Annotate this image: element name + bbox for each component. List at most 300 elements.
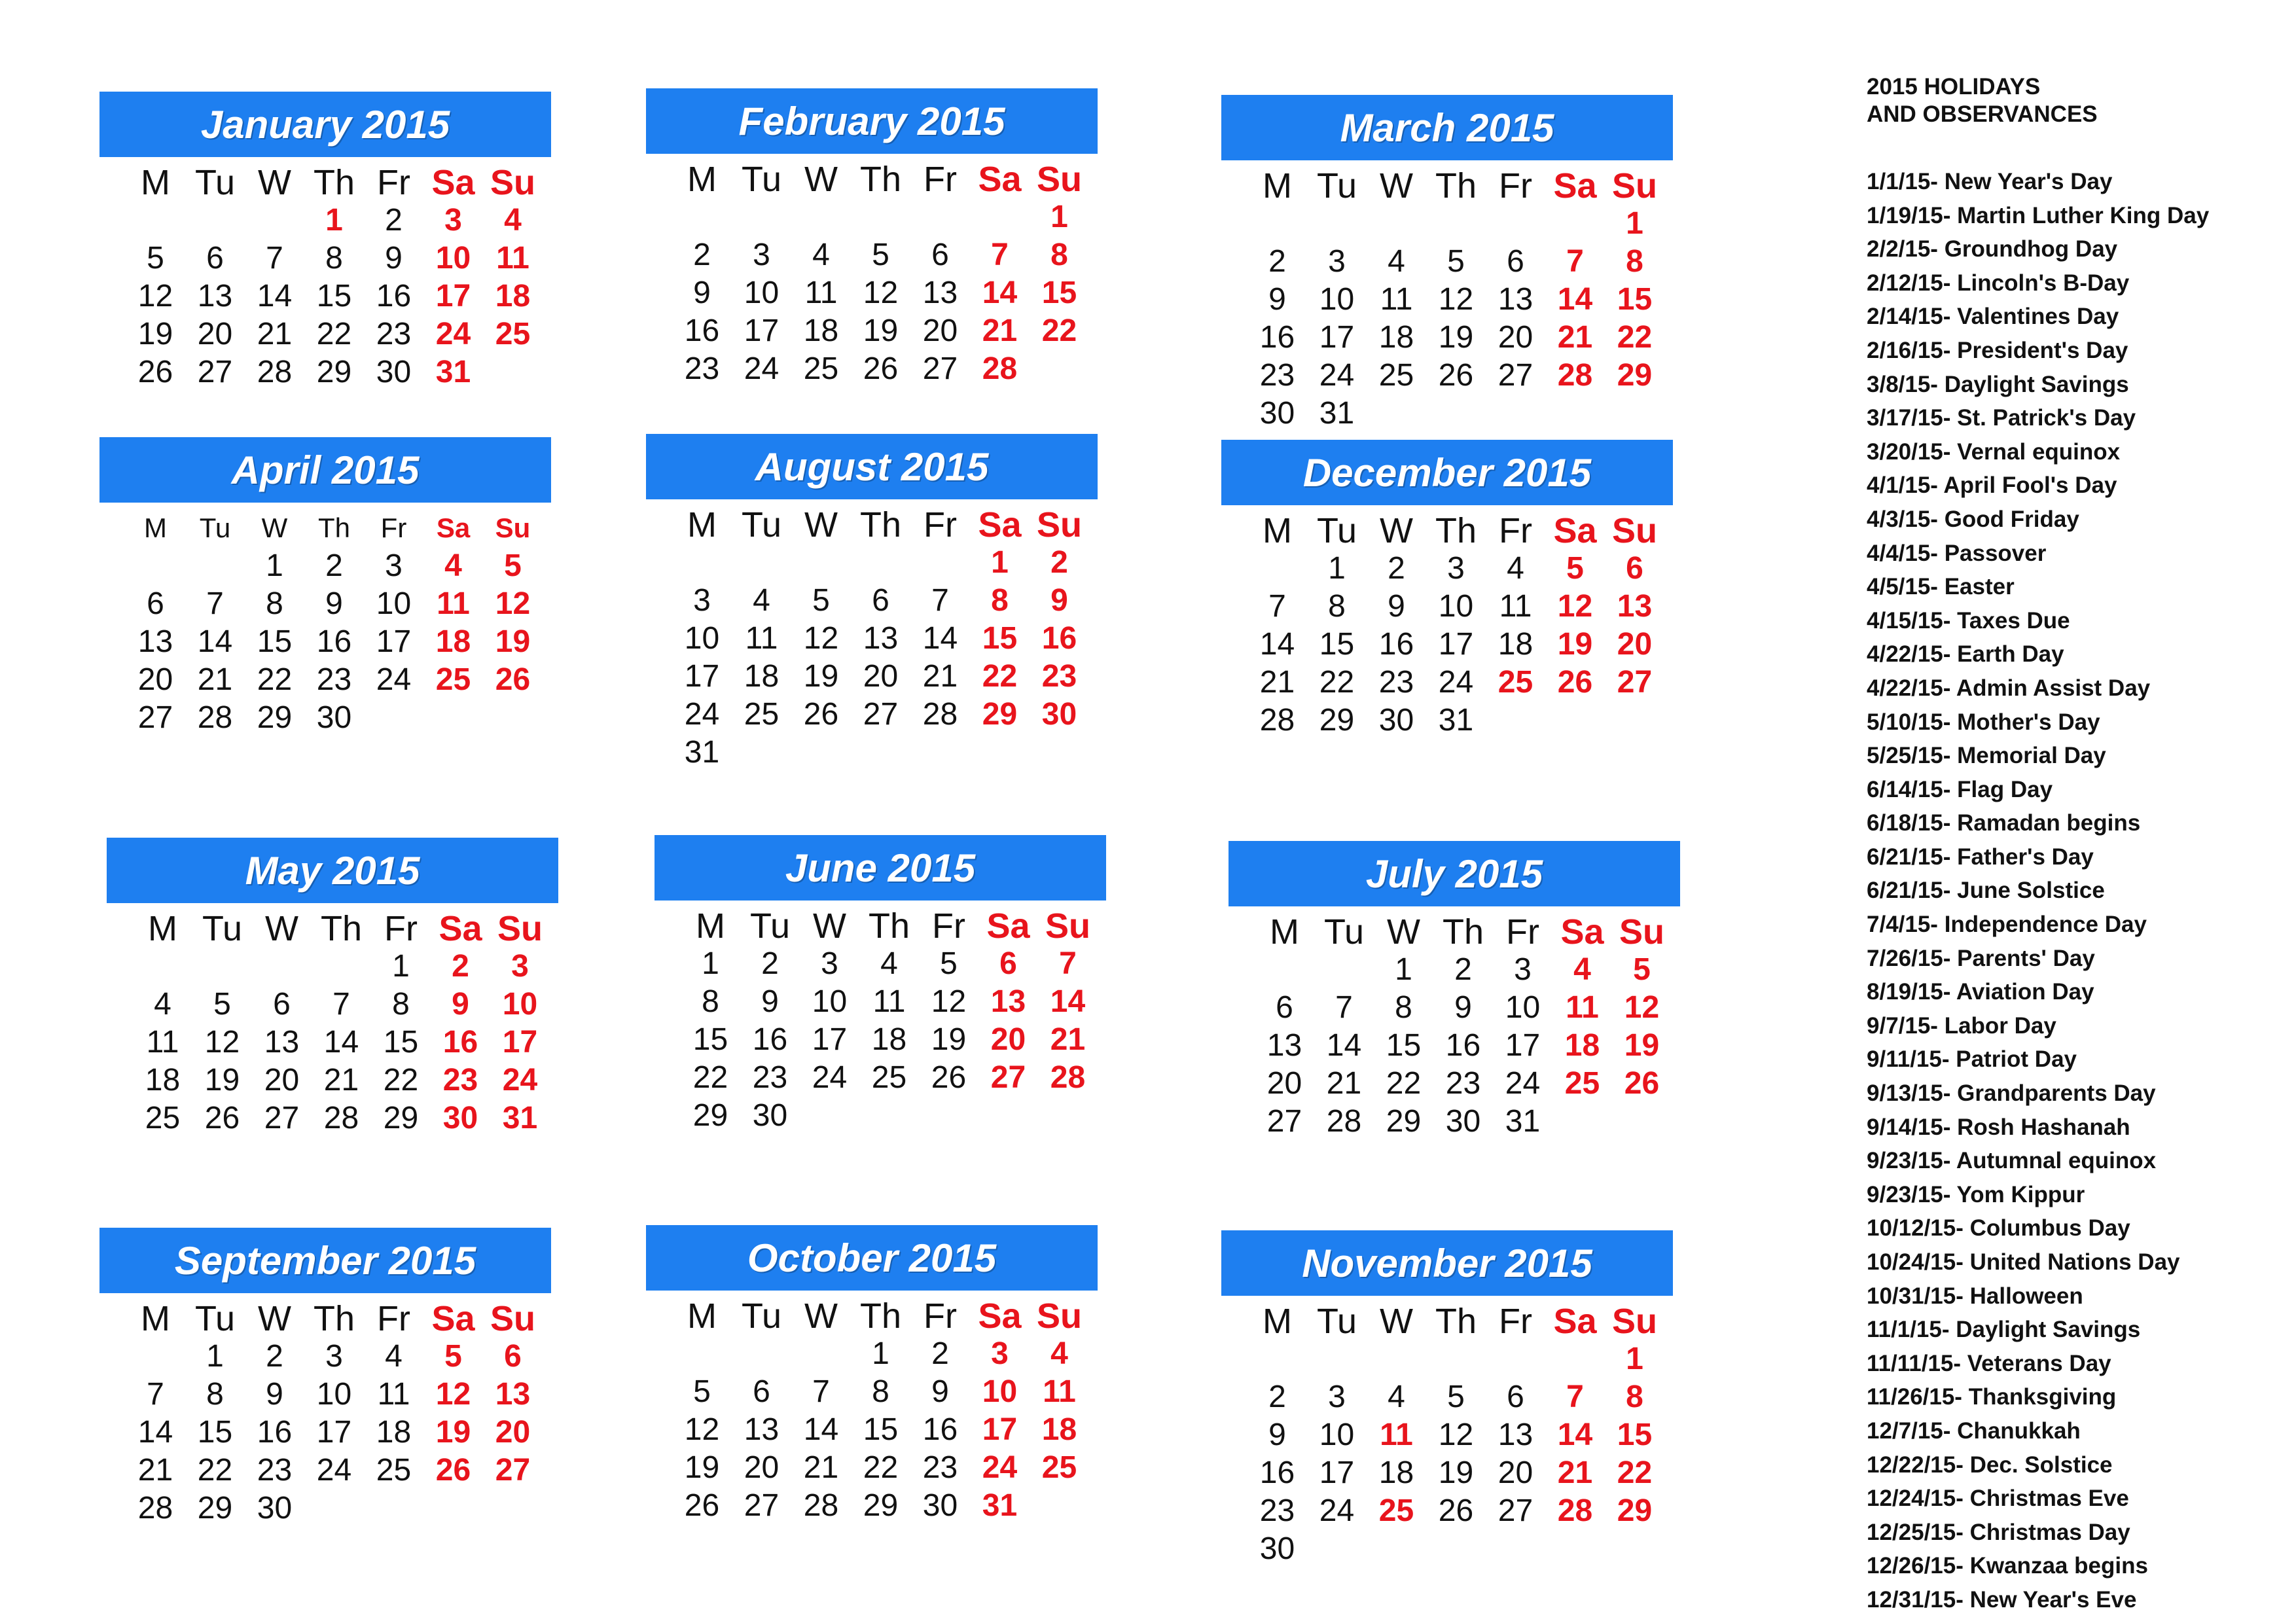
day-cell: 11 (745, 621, 778, 656)
day-cell: 27 (264, 1101, 300, 1135)
day-cell: 27 (197, 355, 233, 389)
day-cell: 26 (863, 351, 899, 386)
day-cell: 29 (257, 700, 293, 735)
week-row (126, 661, 545, 699)
day-cell: 13 (1498, 282, 1534, 317)
day-cell: 4 (1388, 1380, 1405, 1414)
weekday-label: W (1380, 166, 1413, 205)
day-cell: 23 (316, 662, 352, 697)
day-cell: 30 (442, 1101, 478, 1135)
day-cell: 11 (872, 984, 906, 1019)
day-cell: 3 (511, 949, 529, 984)
day-cell: 1 (702, 946, 719, 981)
day-cell: 12 (1624, 990, 1660, 1025)
day-cell: 25 (803, 351, 839, 386)
day-cell: 9 (452, 987, 469, 1022)
day-cell: 12 (803, 621, 839, 656)
weekday-label: Th (859, 505, 902, 544)
day-cell: 15 (982, 621, 1018, 656)
week-row (1247, 357, 1666, 395)
week-row (133, 948, 552, 986)
weekday-label: W (804, 505, 838, 544)
day-cell: 24 (502, 1063, 538, 1097)
day-cell: 29 (197, 1491, 233, 1525)
day-cell: 18 (1041, 1412, 1077, 1447)
day-cell: 9 (693, 276, 711, 310)
day-cell: 20 (990, 1022, 1026, 1057)
day-cell: 11 (437, 586, 470, 621)
weekday-header-row (126, 164, 545, 202)
weekday-label: Tu (202, 909, 242, 948)
day-cell: 8 (392, 987, 410, 1022)
day-cell: 20 (863, 659, 899, 694)
weekday-header-row (1255, 913, 1674, 951)
month-block (107, 838, 558, 1137)
week-row (1247, 205, 1666, 243)
day-cell: 8 (1626, 244, 1643, 279)
weekday-label: Fr (380, 512, 407, 543)
day-cell: 19 (1624, 1028, 1660, 1063)
day-cell: 1 (991, 545, 1009, 580)
month-title: May 2015 (107, 838, 558, 903)
day-cell: 30 (922, 1488, 958, 1523)
day-cell: 22 (1617, 320, 1653, 355)
day-cell: 3 (1514, 952, 1532, 987)
day-cell: 2 (385, 203, 403, 238)
day-cell: 9 (1388, 589, 1405, 624)
day-cell: 25 (1564, 1066, 1600, 1101)
holiday-item: 9/11/15- Patriot Day (1867, 1046, 2077, 1073)
day-cell: 8 (1050, 238, 1068, 272)
day-cell: 19 (435, 1415, 471, 1450)
day-cell: 27 (1498, 1493, 1534, 1528)
day-cell: 20 (137, 662, 173, 697)
holiday-item: 9/23/15- Yom Kippur (1867, 1181, 2085, 1207)
day-cell: 22 (863, 1450, 899, 1485)
day-cell: 29 (863, 1488, 899, 1523)
weekday-label: Th (1442, 912, 1484, 952)
day-grid (681, 907, 1100, 1135)
week-row (681, 1059, 1100, 1097)
day-cell: 26 (204, 1101, 240, 1135)
day-cell: 26 (137, 355, 173, 389)
day-cell: 17 (435, 279, 471, 313)
day-cell: 1 (1626, 1342, 1643, 1376)
day-cell: 18 (495, 279, 531, 313)
weekday-label: Su (1619, 912, 1664, 952)
day-cell: 26 (435, 1453, 471, 1488)
day-cell: 16 (684, 313, 720, 348)
weekday-label: W (813, 906, 846, 946)
week-row (672, 274, 1091, 312)
weekday-label: Su (1036, 160, 1082, 199)
day-cell: 12 (863, 276, 899, 310)
day-cell: 10 (1319, 282, 1355, 317)
day-cell: 23 (684, 351, 720, 386)
day-cell: 20 (922, 313, 958, 348)
day-cell: 16 (376, 279, 412, 313)
day-cell: 14 (197, 624, 233, 659)
day-cell: 21 (1259, 665, 1295, 700)
day-cell: 24 (1319, 358, 1355, 393)
day-cell: 31 (684, 735, 720, 770)
week-row (1247, 626, 1666, 664)
weekday-label: Sa (1553, 511, 1597, 550)
weekday-label: W (261, 512, 288, 543)
day-cell: 10 (684, 621, 720, 656)
week-row (672, 350, 1091, 388)
day-cell: 27 (922, 351, 958, 386)
weekday-label: Sa (1560, 912, 1604, 952)
weekday-label: W (258, 163, 291, 202)
weekday-label: Sa (1553, 166, 1597, 205)
week-row (133, 1099, 552, 1137)
day-cell: 25 (376, 1453, 412, 1488)
day-cell: 17 (982, 1412, 1018, 1447)
day-cell: 6 (504, 1339, 522, 1374)
weekday-label: Th (1435, 511, 1477, 550)
day-cell: 8 (872, 1374, 889, 1409)
day-cell: 14 (323, 1025, 359, 1060)
weekday-label: M (687, 505, 717, 544)
day-cell: 31 (1438, 703, 1474, 738)
weekday-label: Su (497, 909, 543, 948)
month-block (646, 434, 1098, 772)
day-cell: 22 (383, 1063, 419, 1097)
holiday-item: 9/13/15- Grandparents Day (1867, 1080, 2156, 1107)
holiday-item: 5/10/15- Mother's Day (1867, 709, 2100, 735)
day-cell: 6 (1276, 990, 1293, 1025)
day-cell: 10 (316, 1377, 352, 1412)
day-cell: 1 (1050, 200, 1068, 234)
day-cell: 12 (1438, 1418, 1474, 1452)
day-cell: 15 (1386, 1028, 1422, 1063)
month-block (99, 1228, 551, 1527)
day-cell: 6 (931, 238, 949, 272)
holiday-item: 6/21/15- Father's Day (1867, 844, 2094, 870)
day-cell: 21 (982, 313, 1018, 348)
day-cell: 28 (1326, 1104, 1362, 1139)
day-cell: 17 (1505, 1028, 1541, 1063)
day-cell: 17 (502, 1025, 538, 1060)
holiday-item: 2/12/15- Lincoln's B-Day (1867, 270, 2130, 296)
day-cell: 8 (1395, 990, 1412, 1025)
week-row (126, 1452, 545, 1489)
week-row (681, 945, 1100, 983)
weekday-label: Th (859, 160, 902, 199)
day-cell: 28 (803, 1488, 839, 1523)
day-cell: 10 (502, 987, 538, 1022)
day-cell: 6 (147, 586, 164, 621)
day-cell: 6 (1507, 244, 1524, 279)
day-cell: 4 (1388, 244, 1405, 279)
week-row (133, 986, 552, 1024)
month-title: June 2015 (655, 835, 1106, 901)
day-cell: 11 (1499, 589, 1532, 624)
day-cell: 25 (495, 317, 531, 351)
weekday-label: Sa (1553, 1302, 1597, 1341)
month-block (99, 92, 551, 391)
day-cell: 13 (863, 621, 899, 656)
month-title: September 2015 (99, 1228, 551, 1293)
day-cell: 4 (1507, 551, 1524, 586)
day-cell: 23 (1259, 358, 1295, 393)
weekday-label: M (148, 909, 177, 948)
weekday-header-row (126, 1300, 545, 1338)
weekday-label: Th (1435, 1302, 1477, 1341)
day-cell: 9 (266, 1377, 283, 1412)
day-cell: 18 (871, 1022, 907, 1057)
day-cell: 7 (1059, 946, 1077, 981)
day-cell: 25 (871, 1060, 907, 1095)
weekday-label: Sa (978, 505, 1022, 544)
day-cell: 22 (1319, 665, 1355, 700)
day-cell: 26 (931, 1060, 967, 1095)
weekday-label: M (1263, 166, 1292, 205)
day-cell: 27 (1266, 1104, 1302, 1139)
weekday-label: Su (1611, 166, 1657, 205)
day-cell: 29 (1617, 1493, 1653, 1528)
holiday-item: 11/1/15- Daylight Savings (1867, 1317, 2141, 1343)
month-block (646, 88, 1098, 388)
day-cell: 30 (316, 700, 352, 735)
day-cell: 14 (1259, 627, 1295, 662)
weekday-label: M (687, 1296, 717, 1336)
day-cell: 19 (204, 1063, 240, 1097)
weekday-label: Su (1611, 1302, 1657, 1341)
weekday-header-row (133, 910, 552, 948)
week-row (1247, 588, 1666, 626)
weekday-label: Th (317, 512, 350, 543)
weekday-header-row (1247, 167, 1666, 205)
day-cell: 28 (922, 697, 958, 732)
weekday-label: Sa (431, 1299, 475, 1338)
day-cell: 9 (1050, 583, 1068, 618)
week-row (672, 198, 1091, 236)
day-cell: 5 (1447, 244, 1465, 279)
day-cell: 2 (931, 1336, 949, 1371)
day-cell: 21 (1326, 1066, 1362, 1101)
weekday-label: Tu (749, 906, 790, 946)
week-row (1255, 1065, 1674, 1103)
day-cell: 15 (383, 1025, 419, 1060)
week-row (1247, 1454, 1666, 1492)
day-cell: 11 (1566, 990, 1599, 1025)
day-cell: 24 (744, 351, 780, 386)
holiday-list (1867, 165, 2286, 1617)
week-row (1247, 1416, 1666, 1454)
day-cell: 27 (1617, 665, 1653, 700)
day-cell: 11 (1043, 1374, 1076, 1409)
week-row (126, 699, 545, 737)
week-row (126, 202, 545, 240)
weekday-header-row (681, 907, 1100, 945)
day-cell: 15 (692, 1022, 728, 1057)
week-row (126, 1376, 545, 1414)
week-row (133, 1024, 552, 1061)
day-cell: 15 (197, 1415, 233, 1450)
day-cell: 22 (1041, 313, 1077, 348)
day-cell: 1 (266, 548, 283, 583)
weekday-label: Th (313, 163, 355, 202)
weekday-label: Fr (924, 505, 957, 544)
day-cell: 19 (1438, 1455, 1474, 1490)
holiday-item: 12/31/15- New Year's Eve (1867, 1586, 2137, 1613)
day-cell: 28 (257, 355, 293, 389)
day-cell: 16 (922, 1412, 958, 1447)
day-cell: 29 (316, 355, 352, 389)
day-grid (126, 1300, 545, 1527)
day-cell: 5 (1633, 952, 1651, 987)
weekday-label: M (141, 1299, 170, 1338)
day-cell: 13 (744, 1412, 780, 1447)
weekday-label: Sa (436, 512, 471, 543)
day-cell: 13 (264, 1025, 300, 1060)
weekday-label: Fr (1499, 166, 1532, 205)
day-cell: 12 (435, 1377, 471, 1412)
week-row (1247, 1378, 1666, 1416)
day-cell: 29 (982, 697, 1018, 732)
day-grid (672, 160, 1091, 388)
weekday-label: Th (1435, 166, 1477, 205)
weekday-header-row (672, 506, 1091, 544)
weekday-label: Su (495, 512, 531, 543)
day-cell: 7 (206, 586, 224, 621)
holiday-item: 12/26/15- Kwanzaa begins (1867, 1553, 2148, 1579)
weekday-label: Tu (194, 163, 235, 202)
week-row (1255, 1027, 1674, 1065)
day-cell: 18 (744, 659, 780, 694)
day-cell: 4 (753, 583, 770, 618)
day-cell: 10 (982, 1374, 1018, 1409)
holiday-item: 3/8/15- Daylight Savings (1867, 371, 2129, 397)
day-cell: 24 (1319, 1493, 1355, 1528)
weekday-label: Tu (1316, 166, 1357, 205)
day-cell: 4 (154, 987, 171, 1022)
day-cell: 30 (752, 1098, 788, 1133)
day-cell: 24 (684, 697, 720, 732)
day-cell: 12 (931, 984, 967, 1019)
day-cell: 14 (982, 276, 1018, 310)
day-cell: 25 (1498, 665, 1534, 700)
day-cell: 30 (376, 355, 412, 389)
day-cell: 26 (495, 662, 531, 697)
month-title: April 2015 (99, 437, 551, 503)
day-cell: 12 (137, 279, 173, 313)
day-cell: 14 (1326, 1028, 1362, 1063)
day-cell: 5 (1566, 551, 1584, 586)
holiday-item: 6/21/15- June Solstice (1867, 878, 2105, 904)
day-cell: 1 (206, 1339, 224, 1374)
day-cell: 17 (1319, 320, 1355, 355)
week-row (126, 585, 545, 623)
day-cell: 1 (1395, 952, 1412, 987)
day-cell: 10 (376, 586, 412, 621)
day-cell: 21 (137, 1453, 173, 1488)
day-grid (1247, 512, 1666, 740)
weekday-label: Sa (986, 906, 1030, 946)
weekday-label: W (258, 1299, 291, 1338)
day-cell: 29 (383, 1101, 419, 1135)
month-block (655, 835, 1106, 1135)
day-cell: 20 (264, 1063, 300, 1097)
day-cell: 2 (693, 238, 711, 272)
day-cell: 8 (1626, 1380, 1643, 1414)
day-cell: 25 (1041, 1450, 1077, 1485)
day-cell: 19 (863, 313, 899, 348)
weekday-label: Tu (1323, 912, 1364, 952)
week-row (672, 1487, 1091, 1525)
holiday-item: 10/31/15- Halloween (1867, 1283, 2083, 1309)
holiday-item: 11/11/15- Veterans Day (1867, 1350, 2111, 1376)
day-cell: 4 (385, 1339, 403, 1374)
holiday-item: 4/3/15- Good Friday (1867, 506, 2079, 532)
day-cell: 9 (325, 586, 343, 621)
day-cell: 12 (1438, 282, 1474, 317)
day-cell: 6 (206, 241, 224, 276)
week-row (672, 1373, 1091, 1411)
day-cell: 28 (197, 700, 233, 735)
weekday-label: W (1380, 1302, 1413, 1341)
weekday-label: Sa (978, 1296, 1022, 1336)
weekday-label: Th (313, 1299, 355, 1338)
day-cell: 12 (204, 1025, 240, 1060)
day-cell: 22 (692, 1060, 728, 1095)
week-row (1247, 550, 1666, 588)
day-grid (1255, 913, 1674, 1141)
day-cell: 25 (435, 662, 471, 697)
month-title: August 2015 (646, 434, 1098, 499)
weekday-label: M (1270, 912, 1299, 952)
day-cell: 27 (990, 1060, 1026, 1095)
holiday-item: 4/1/15- April Fool's Day (1867, 473, 2117, 499)
week-row (672, 658, 1091, 696)
weekday-label: Fr (1506, 912, 1539, 952)
day-cell: 25 (1378, 1493, 1414, 1528)
day-cell: 24 (812, 1060, 848, 1095)
day-cell: 16 (1445, 1028, 1481, 1063)
week-row (681, 1097, 1100, 1135)
day-cell: 31 (435, 355, 471, 389)
day-cell: 7 (812, 1374, 830, 1409)
weekday-label: Su (1045, 906, 1090, 946)
holidays-title-line1: 2015 HOLIDAYS (1867, 74, 2041, 99)
day-cell: 16 (442, 1025, 478, 1060)
weekday-label: Fr (1499, 511, 1532, 550)
week-row (1247, 395, 1666, 433)
day-cell: 17 (1438, 627, 1474, 662)
day-cell: 18 (1378, 320, 1414, 355)
day-cell: 1 (1626, 206, 1643, 241)
day-cell: 22 (197, 1453, 233, 1488)
day-cell: 5 (147, 241, 164, 276)
day-cell: 11 (804, 276, 838, 310)
holiday-item: 5/25/15- Memorial Day (1867, 743, 2106, 769)
day-cell: 27 (137, 700, 173, 735)
month-block (1221, 440, 1673, 740)
day-cell: 18 (435, 624, 471, 659)
weekday-label: Fr (924, 160, 957, 199)
day-cell: 19 (1557, 627, 1593, 662)
holiday-item: 2/14/15- Valentines Day (1867, 304, 2119, 330)
weekday-label: W (1387, 912, 1420, 952)
day-cell: 5 (872, 238, 889, 272)
week-row (672, 1411, 1091, 1449)
holiday-item: 9/23/15- Autumnal equinox (1867, 1148, 2157, 1174)
day-grid (1247, 167, 1666, 433)
weekday-label: Th (868, 906, 910, 946)
day-cell: 25 (1378, 358, 1414, 393)
